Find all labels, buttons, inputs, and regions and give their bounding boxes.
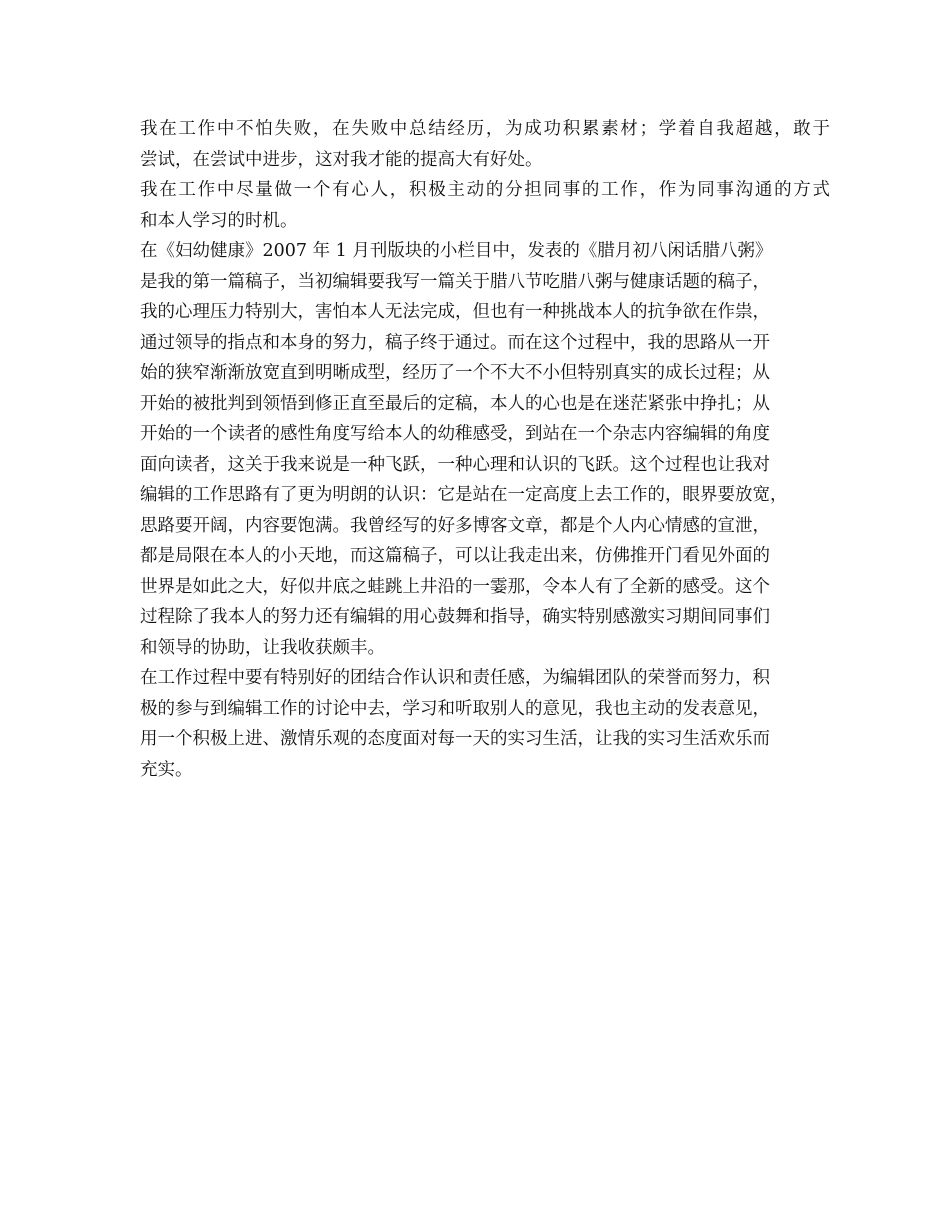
document-body: [140, 114, 830, 785]
paragraph: [140, 663, 830, 785]
text-line: 和领导的协助，让我收获颇丰。: [140, 637, 385, 658]
text-line: 过程除了我本人的努力还有编辑的用心鼓舞和指导，确实特别感激实习期间同事们: [140, 607, 770, 627]
paragraph: [140, 114, 830, 175]
paragraph: [140, 236, 830, 663]
text-line: 我的心理压力特别大，害怕本人无法完成，但也有一种挑战本人的抗争欲在作祟，: [140, 302, 770, 322]
text-line: 开始的一个读者的感性角度写给本人的幼稚感受，到站在一个杂志内容编辑的角度: [140, 424, 770, 444]
text-line: 开始的被批判到领悟到修正直至最后的定稿，本人的心也是在迷茫紧张中挣扎；从: [140, 393, 770, 414]
text-line: 在《妇幼健康》2007 年 1 月刊版块的小栏目中，发表的《腊月初八闲话腊八粥》: [140, 241, 773, 261]
text-line: 极的参与到编辑工作的讨论中去，学习和听取别人的意见，我也主动的发表意见，: [140, 698, 770, 719]
text-line: 用一个积极上进、激情乐观的态度面对每一天的实习生活，让我的实习生活欢乐而: [140, 729, 770, 749]
text-line: 编辑的工作思路有了更为明朗的认识：它是站在一定高度上去工作的，眼界要放宽，: [140, 485, 788, 505]
text-line: 通过领导的指点和本身的努力，稿子终于通过。而在这个过程中，我的思路从一开: [140, 332, 770, 353]
text-line: 世界是如此之大，好似井底之蛙跳上井沿的一霎那，令本人有了全新的感受。这个: [140, 576, 770, 597]
text-line: 面向读者，这关于我来说是一种飞跃，一种心理和认识的飞跃。这个过程也让我对: [140, 454, 770, 475]
text-line: 尝试，在尝试中进步，这对我才能的提高大有好处。: [140, 149, 543, 170]
text-line: 始的狭窄渐渐放宽直到明晰成型，经历了一个不大不小但特别真实的成长过程；从: [140, 363, 770, 383]
paragraph: [140, 175, 830, 236]
text-line: 我在工作中不怕失败，在失败中总结经历，为成功积累素材；学着自我超越，敢于: [140, 119, 830, 139]
text-line: 在工作过程中要有特别好的团结合作认识和责任感，为编辑团队的荣誉而努力，积: [140, 668, 770, 688]
text-line: 都是局限在本人的小天地，而这篇稿子，可以让我走出来，仿佛推开门看见外面的: [140, 546, 770, 566]
text-line: 和本人学习的时机。: [140, 210, 298, 231]
text-line: 充实。: [140, 759, 193, 780]
text-line: 我在工作中尽量做一个有心人，积极主动的分担同事的工作，作为同事沟通的方式: [140, 180, 830, 200]
text-line: 是我的第一篇稿子，当初编辑要我写一篇关于腊八节吃腊八粥与健康话题的稿子，: [140, 271, 770, 292]
text-line: 思路要开阔，内容要饱满。我曾经写的好多博客文章，都是个人内心情感的宣泄，: [140, 515, 770, 536]
